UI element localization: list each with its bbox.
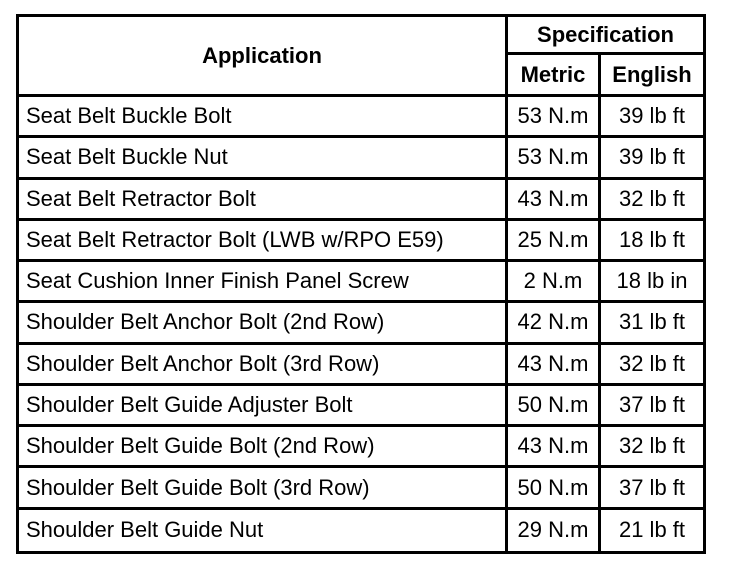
table-row — [19, 386, 703, 427]
table-row — [19, 468, 703, 509]
application-cell: Seat Belt Retractor Bolt (LWB w/RPO E59) — [19, 221, 508, 262]
english-cell: 21 lb ft — [618, 517, 686, 543]
application-cell: Seat Belt Buckle Nut — [19, 138, 508, 179]
metric-cell: 42 N.m — [508, 303, 601, 344]
table-row — [19, 510, 703, 551]
table-row — [19, 262, 703, 303]
application-cell: Shoulder Belt Guide Adjuster Bolt — [19, 386, 508, 427]
table-row — [19, 180, 703, 221]
metric-cell: 50 N.m — [508, 386, 601, 427]
english-cell: 32 lb ft — [601, 427, 703, 468]
english-cell: 18 lb ft — [601, 221, 703, 262]
specification-header: Specification — [508, 17, 703, 55]
fastener-spec-table — [16, 14, 706, 554]
application-cell: Shoulder Belt Guide Bolt (3rd Row) — [19, 468, 508, 509]
application-cell: Shoulder Belt Anchor Bolt (2nd Row) — [19, 303, 508, 344]
table-row — [19, 345, 703, 386]
metric-cell: 2 N.m — [508, 262, 601, 303]
english-cell: 31 lb ft — [601, 303, 703, 344]
english-cell: 39 lb ft — [601, 97, 703, 138]
english-cell: 18 lb in — [601, 262, 703, 303]
header-row-1 — [19, 17, 703, 55]
table-row — [19, 427, 703, 468]
metric-cell: 29 N.m — [508, 510, 601, 551]
metric-cell: 25 N.m — [508, 221, 601, 262]
metric-cell: 53 N.m — [508, 138, 601, 179]
english-cell: 32 lb ft — [601, 345, 703, 386]
table-header — [19, 17, 703, 97]
application-cell: Shoulder Belt Anchor Bolt (3rd Row) — [19, 345, 508, 386]
metric-cell: 53 N.m — [508, 97, 601, 138]
english-cell: 37 lb ft — [601, 468, 703, 509]
table-row — [19, 138, 703, 179]
table-row — [19, 303, 703, 344]
english-cell: 39 lb ft — [601, 138, 703, 179]
application-cell: Seat Cushion Inner Finish Panel Screw — [19, 262, 508, 303]
metric-cell: 50 N.m — [508, 468, 601, 509]
table-row — [19, 97, 703, 138]
application-header: Application — [19, 17, 508, 97]
table-row — [19, 221, 703, 262]
metric-cell: 43 N.m — [508, 180, 601, 221]
english-cell: 32 lb ft — [601, 180, 703, 221]
metric-header: Metric — [508, 55, 601, 97]
english-cell: 37 lb ft — [601, 386, 703, 427]
application-cell: Shoulder Belt Guide Nut — [19, 510, 508, 551]
metric-cell: 43 N.m — [508, 427, 601, 468]
application-cell: Seat Belt Buckle Bolt — [19, 97, 508, 138]
application-cell: Shoulder Belt Guide Bolt (2nd Row) — [19, 427, 508, 468]
table-body — [19, 97, 703, 551]
metric-cell: 43 N.m — [508, 345, 601, 386]
english-header: English — [601, 55, 703, 97]
application-cell: Seat Belt Retractor Bolt — [19, 180, 508, 221]
